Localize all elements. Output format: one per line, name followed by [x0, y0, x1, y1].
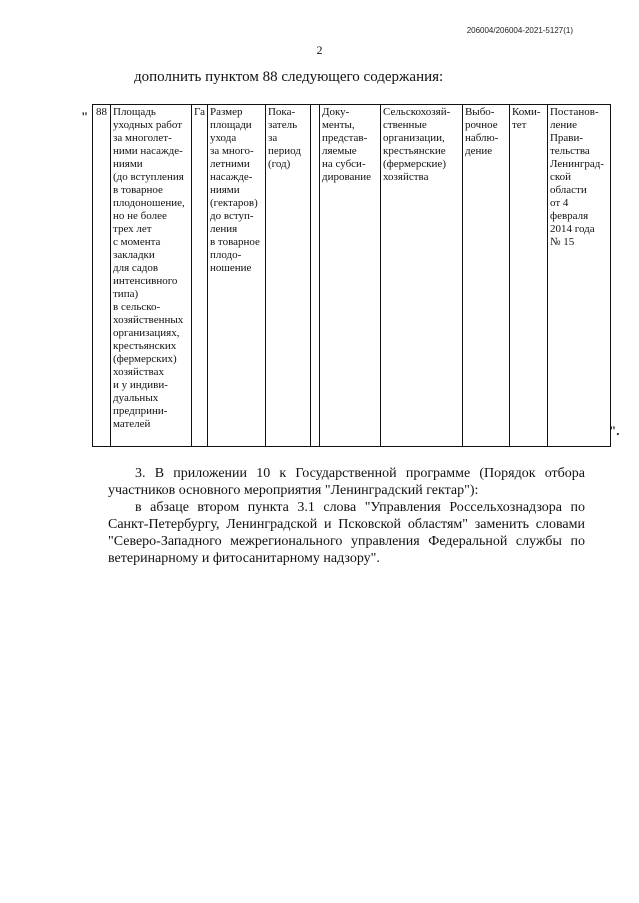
intro-line: дополнить пунктом 88 следующего содержания:: [134, 69, 444, 85]
cell-source-documents: Доку- менты, представ- ляемые на субси- дирование: [319, 105, 380, 447]
paragraph-3-subitem: в абзаце втором пункта 3.1 слова "Управления Россельхознадзора по Санкт-Петербургу, Ленинградской и Псковской областям" заменить словами "Северо-Западного межрегионального управления Федеральной службы по ветеринарному и фитосанитарному надзору".: [108, 500, 585, 566]
cell-legal-basis: Постанов- ление Прави- тельства Ленинград- ской области от 4 февраля 2014 года № 15: [547, 105, 610, 447]
cell-observation-method: Выбо- рочное наблю- дение: [462, 105, 509, 447]
cell-number: 88: [93, 105, 111, 447]
table-row: [93, 105, 611, 447]
cell-periodicity: Пока- затель за период (год): [265, 105, 310, 447]
document-id: 206004/206004-2021-5127(1): [466, 26, 573, 35]
cell-empty: [310, 105, 319, 447]
cell-respondents: Сельскохозяй- ственные организации, крестьянские (фермерские) хозяйства: [380, 105, 462, 447]
item-table: [92, 104, 611, 447]
cell-responsible: Коми- тет: [509, 105, 547, 447]
opening-quote: ": [81, 109, 89, 124]
closing-quote: ".: [609, 423, 620, 438]
cell-indicator-name: Площадь уходных работ за многолет- ними насажде- ниями (до вступления в товарное плодоношение, но не более трех лет с момента закладки для садов интенсивного типа) в сельско- хозяйственных организациях, крестьянских (фермерских) хозяйствах и у индиви- дуальных предприни- мателей: [111, 105, 192, 447]
cell-indicator-definition: Размер площади ухода за много- летними насажде- ниями (гектаров) до вступ- ления в товарное плодо- ношение: [207, 105, 265, 447]
page-number: 2: [316, 43, 323, 57]
cell-unit: Га: [192, 105, 208, 447]
paragraph-3: 3. В приложении 10 к Государственной программе (Порядок отбора участников основного мероприятия "Ленинградский гектар"):: [108, 466, 585, 498]
